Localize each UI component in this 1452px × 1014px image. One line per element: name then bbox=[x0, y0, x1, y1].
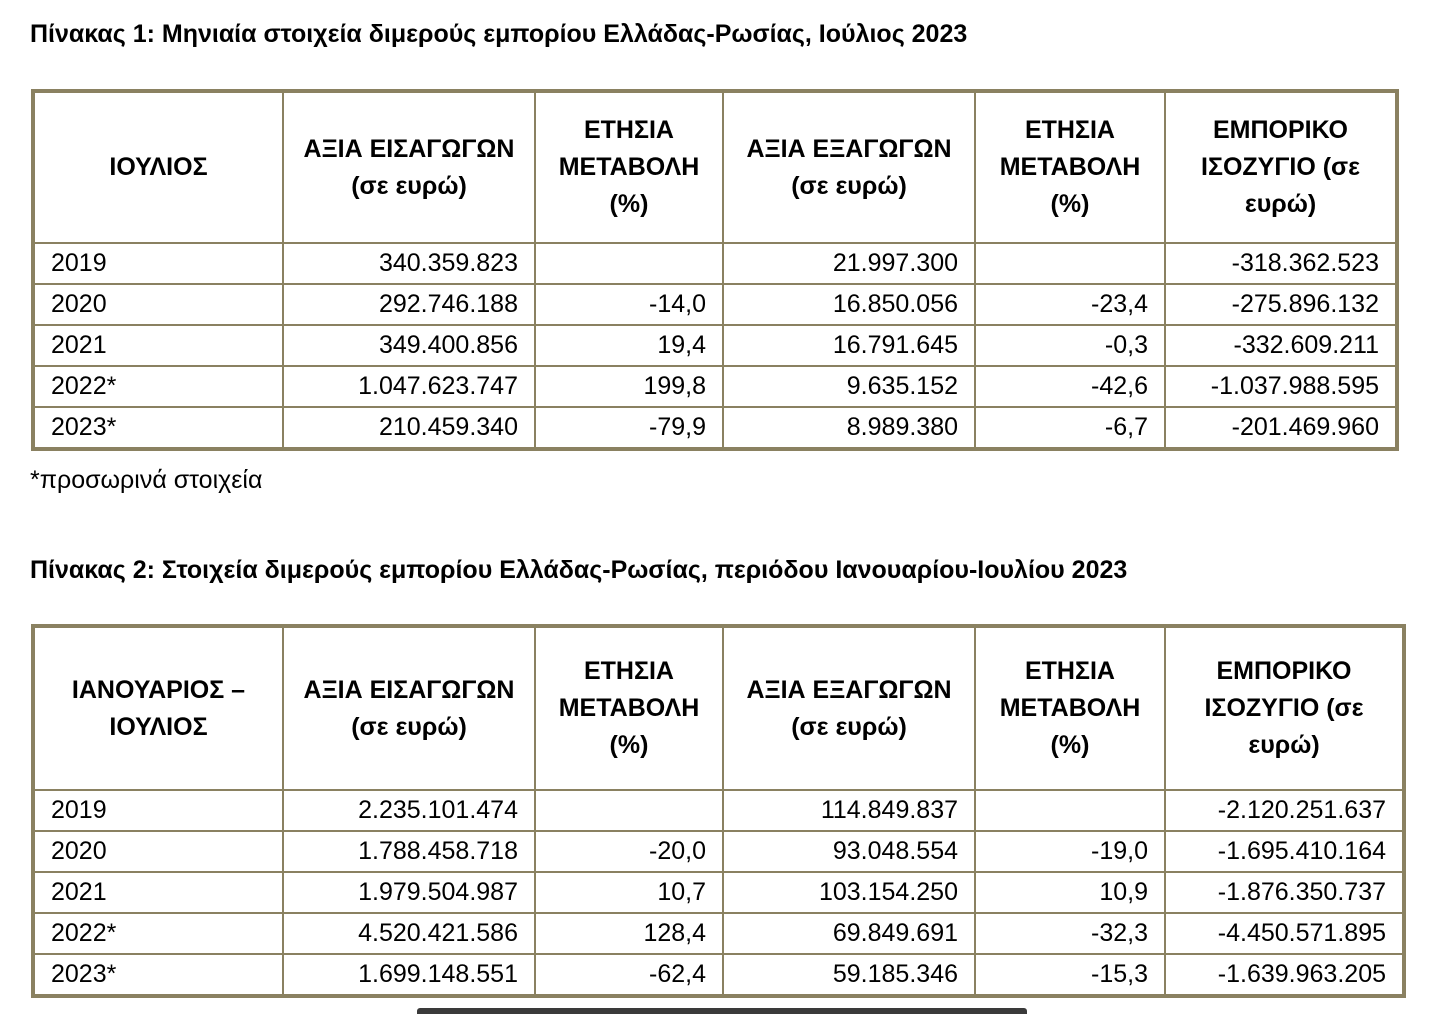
table-row bbox=[33, 325, 1397, 366]
exports-value-cell: 59.185.346 bbox=[723, 954, 975, 996]
imports-value-cell: 1.788.458.718 bbox=[283, 831, 535, 872]
header-trade-balance: ΕΜΠΟΡΙΚΟ ΙΣΟΖΥΓΙΟ (σε ευρώ) bbox=[1165, 626, 1404, 790]
exports-change-cell: -19,0 bbox=[975, 831, 1165, 872]
imports-value-cell: 4.520.421.586 bbox=[283, 913, 535, 954]
exports-value-cell: 8.989.380 bbox=[723, 407, 975, 449]
trade-balance-cell: -275.896.132 bbox=[1165, 284, 1397, 325]
exports-value-cell: 21.997.300 bbox=[723, 243, 975, 284]
exports-change-cell: -42,6 bbox=[975, 366, 1165, 407]
trade-balance-cell: -1.876.350.737 bbox=[1165, 872, 1404, 913]
year-cell: 2020 bbox=[33, 284, 283, 325]
imports-change-cell: -79,9 bbox=[535, 407, 723, 449]
header-exports-value: ΑΞΙΑ ΕΞΑΓΩΓΩΝ (σε ευρώ) bbox=[723, 626, 975, 790]
bottom-scroll-bar bbox=[417, 1008, 1027, 1014]
table-1 bbox=[31, 89, 1399, 451]
exports-value-cell: 93.048.554 bbox=[723, 831, 975, 872]
imports-change-cell: -14,0 bbox=[535, 284, 723, 325]
table-1-footnote: *προσωρινά στοιχεία bbox=[30, 466, 263, 494]
header-imports-value: ΑΞΙΑ ΕΙΣΑΓΩΓΩΝ (σε ευρώ) bbox=[283, 626, 535, 790]
table-row bbox=[33, 954, 1404, 996]
imports-change-cell: 128,4 bbox=[535, 913, 723, 954]
imports-value-cell: 349.400.856 bbox=[283, 325, 535, 366]
header-trade-balance: ΕΜΠΟΡΙΚΟ ΙΣΟΖΥΓΙΟ (σε ευρώ) bbox=[1165, 91, 1397, 243]
header-month: ΙΟΥΛΙΟΣ bbox=[33, 91, 283, 243]
trade-balance-cell: -1.037.988.595 bbox=[1165, 366, 1397, 407]
imports-change-cell: 19,4 bbox=[535, 325, 723, 366]
table-1-caption: Πίνακας 1: Μηνιαία στοιχεία διμερούς εμπορίου Ελλάδας-Ρωσίας, Ιούλιος 2023 bbox=[30, 20, 968, 48]
imports-value-cell: 1.047.623.747 bbox=[283, 366, 535, 407]
imports-change-cell: -20,0 bbox=[535, 831, 723, 872]
trade-balance-cell: -201.469.960 bbox=[1165, 407, 1397, 449]
header-imports-value: ΑΞΙΑ ΕΙΣΑΓΩΓΩΝ (σε ευρώ) bbox=[283, 91, 535, 243]
exports-change-cell bbox=[975, 790, 1165, 831]
imports-value-cell: 2.235.101.474 bbox=[283, 790, 535, 831]
exports-value-cell: 9.635.152 bbox=[723, 366, 975, 407]
table-row bbox=[33, 243, 1397, 284]
imports-value-cell: 292.746.188 bbox=[283, 284, 535, 325]
header-imports-change: ΕΤΗΣΙΑ ΜΕΤΑΒΟΛΗ (%) bbox=[535, 626, 723, 790]
table-row bbox=[33, 831, 1404, 872]
trade-balance-cell: -318.362.523 bbox=[1165, 243, 1397, 284]
year-cell: 2021 bbox=[33, 325, 283, 366]
year-cell: 2021 bbox=[33, 872, 283, 913]
header-exports-value: ΑΞΙΑ ΕΞΑΓΩΓΩΝ (σε ευρώ) bbox=[723, 91, 975, 243]
exports-change-cell: -15,3 bbox=[975, 954, 1165, 996]
imports-change-cell bbox=[535, 790, 723, 831]
year-cell: 2022* bbox=[33, 366, 283, 407]
table-row bbox=[33, 366, 1397, 407]
exports-value-cell: 103.154.250 bbox=[723, 872, 975, 913]
year-cell: 2019 bbox=[33, 243, 283, 284]
header-exports-change: ΕΤΗΣΙΑ ΜΕΤΑΒΟΛΗ (%) bbox=[975, 91, 1165, 243]
exports-value-cell: 69.849.691 bbox=[723, 913, 975, 954]
year-cell: 2020 bbox=[33, 831, 283, 872]
table-row bbox=[33, 913, 1404, 954]
table-row bbox=[33, 284, 1397, 325]
imports-change-cell bbox=[535, 243, 723, 284]
year-cell: 2019 bbox=[33, 790, 283, 831]
table-2-caption: Πίνακας 2: Στοιχεία διμερούς εμπορίου Ελλάδας-Ρωσίας, περιόδου Ιανουαρίου-Ιουλίου 2023 bbox=[30, 556, 1128, 584]
table-row bbox=[33, 407, 1397, 449]
year-cell: 2023* bbox=[33, 407, 283, 449]
header-exports-change: ΕΤΗΣΙΑ ΜΕΤΑΒΟΛΗ (%) bbox=[975, 626, 1165, 790]
imports-value-cell: 1.979.504.987 bbox=[283, 872, 535, 913]
table-2 bbox=[31, 624, 1406, 998]
exports-change-cell: -0,3 bbox=[975, 325, 1165, 366]
exports-value-cell: 16.791.645 bbox=[723, 325, 975, 366]
exports-change-cell: -6,7 bbox=[975, 407, 1165, 449]
exports-value-cell: 16.850.056 bbox=[723, 284, 975, 325]
exports-change-cell: -32,3 bbox=[975, 913, 1165, 954]
trade-balance-cell: -1.639.963.205 bbox=[1165, 954, 1404, 996]
trade-balance-cell: -1.695.410.164 bbox=[1165, 831, 1404, 872]
trade-balance-cell: -4.450.571.895 bbox=[1165, 913, 1404, 954]
exports-value-cell: 114.849.837 bbox=[723, 790, 975, 831]
year-cell: 2023* bbox=[33, 954, 283, 996]
imports-change-cell: 10,7 bbox=[535, 872, 723, 913]
table-2-header-row bbox=[33, 626, 1404, 790]
imports-value-cell: 340.359.823 bbox=[283, 243, 535, 284]
trade-balance-cell: -2.120.251.637 bbox=[1165, 790, 1404, 831]
exports-change-cell bbox=[975, 243, 1165, 284]
header-period: ΙΑΝΟΥΑΡΙΟΣ – ΙΟΥΛΙΟΣ bbox=[33, 626, 283, 790]
year-cell: 2022* bbox=[33, 913, 283, 954]
imports-change-cell: 199,8 bbox=[535, 366, 723, 407]
trade-balance-cell: -332.609.211 bbox=[1165, 325, 1397, 366]
imports-value-cell: 1.699.148.551 bbox=[283, 954, 535, 996]
imports-change-cell: -62,4 bbox=[535, 954, 723, 996]
exports-change-cell: -23,4 bbox=[975, 284, 1165, 325]
table-row bbox=[33, 790, 1404, 831]
table-1-header-row bbox=[33, 91, 1397, 243]
header-imports-change: ΕΤΗΣΙΑ ΜΕΤΑΒΟΛΗ (%) bbox=[535, 91, 723, 243]
table-row bbox=[33, 872, 1404, 913]
exports-change-cell: 10,9 bbox=[975, 872, 1165, 913]
imports-value-cell: 210.459.340 bbox=[283, 407, 535, 449]
